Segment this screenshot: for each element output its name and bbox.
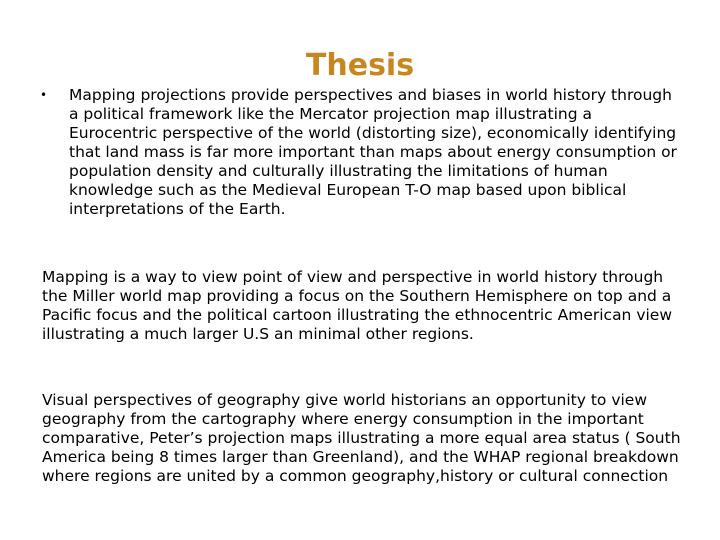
paragraph-2: Visual perspectives of geography give world historians an opportunity to view geography from the cartography where energy consumption in the important comparative, Peter’s projection maps illustrating a more equal area status ( South America being 8 times larger than Greenland), and the WHAP regional breakdown where regions are united by a common geography,history or cultural connection bbox=[42, 391, 681, 485]
slide-title: Thesis bbox=[305, 48, 415, 83]
bullet-text: Mapping projections provide perspectives and biases in world history through a political framework like the Mercator projection map illustrating a Eurocentric perspective of the world (distorting size), economically identifying that land mass is far more important than maps about energy consumption or population density and culturally illustrating the limitations of human knowledge such as the Medieval European T-O map based upon biblical interpretations of the Earth. bbox=[69, 86, 677, 218]
bullet-icon: • bbox=[40, 88, 48, 102]
paragraph-1: Mapping is a way to view point of view and perspective in world history through the Miller world map providing a focus on the Southern Hemisphere on top and a Pacific focus and the political cartoon illustrating the ethnocentric American view illustrating a much larger U.S an minimal other regions. bbox=[42, 268, 673, 343]
